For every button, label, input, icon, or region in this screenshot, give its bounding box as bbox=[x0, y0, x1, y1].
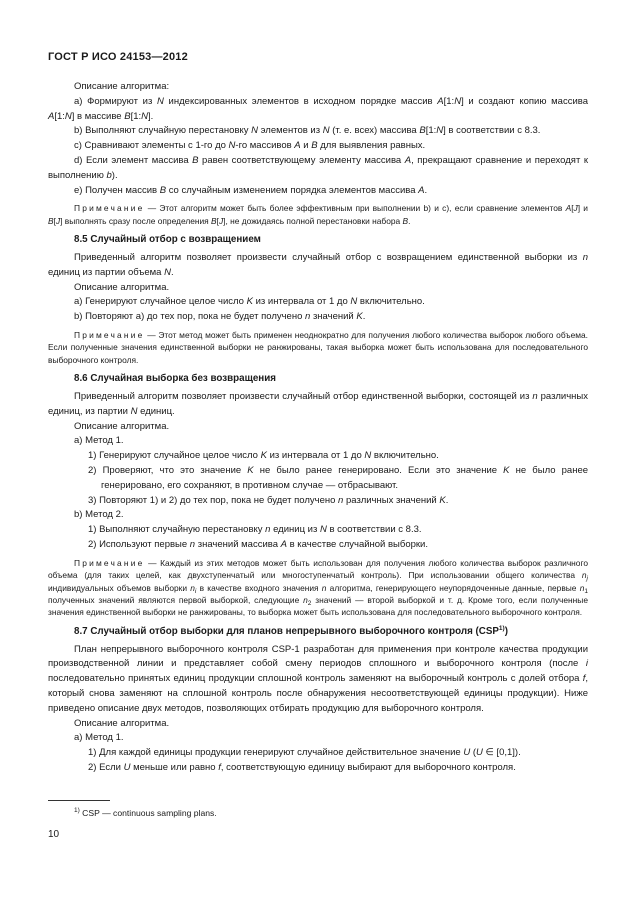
step-a: a) Формируют из N индексированных элементов в исходном порядке массив A[1:N] и создают копию массива A[1:N] в массиве B[1:N]. bbox=[48, 95, 588, 122]
algorithm-description-label: Описание алгоритма. bbox=[74, 281, 170, 293]
algorithm-description-label: Описание алгоритма. bbox=[74, 420, 170, 432]
footnote: $^{1)}$ CSP — continuous sampling plans. bbox=[74, 807, 217, 818]
section-8-6-title: 8.6 Случайная выборка без возвращения bbox=[74, 373, 276, 385]
step-e: e) Получен массив B со случайным изменением порядка элементов массива A. bbox=[74, 184, 428, 196]
method-2-label: b) Метод 2. bbox=[74, 509, 124, 521]
method-2-step-1: 1) Выполняют случайную перестановку n единиц из N в соответствии с 8.3. bbox=[88, 524, 422, 536]
section-8-5-intro: Приведенный алгоритм позволяет произвести случайный отбор с возвращением единственной выборки из n единиц из партии объема N. bbox=[48, 251, 588, 278]
step-b: b) Повторяют a) до тех пор, пока не будет получено n значений K. bbox=[74, 311, 366, 323]
method-2-step-2: 2) Используют первые n значений массива A в качестве случайной выборки. bbox=[88, 538, 428, 550]
page-number: 10 bbox=[48, 829, 60, 840]
section-8-5-title: 8.5 Случайный отбор с возвращением bbox=[74, 234, 261, 246]
note-8-5: Примечание — Этот метод может быть применен неоднократно для получения любого количества выборок любого объема. Если полученные значения единственной выборки не ранжированы, такая выборка может быть использована для последовательного выборочного контроля. bbox=[48, 329, 588, 365]
step-c: c) Сравнивают элементы с 1-го до N-го массивов A и B для выявления равных. bbox=[74, 140, 426, 152]
method-1-step-3: 3) Повторяют 1) и 2) до тех пор, пока не будет получено n различных значений K. bbox=[88, 494, 449, 506]
page-header: ГОСТ Р ИСО 24153—2012 bbox=[48, 51, 188, 63]
section-8-7-intro: План непрерывного выборочного контроля CSP-1 разработан для применения при контроле качества продукции производственной линии и представляет собой смену периодов сплошного и выборочного контроля (после i последовательно принятых единиц продукции сплошной контроль заменяют на выборочный контроль с долей отбора f, который снова заменяют на сплошной контроль после обнаружения несоответствующей единицы продукции). Ниже приведено описание двух методов, позволяющих отбирать продукцию для выборочного контроля. bbox=[48, 643, 588, 714]
algorithm-description-label: Описание алгоритма: bbox=[74, 81, 170, 92]
section-8-7-title: 8.7 Случайный отбор выборки для планов непрерывного выборочного контроля (CSP$^{1)}$) bbox=[74, 624, 508, 637]
method-1-label: a) Метод 1. bbox=[74, 732, 124, 744]
step-d: d) Если элемент массива B равен соответствующему элементу массива A, прекращают сравнение и переходят к выполнению b). bbox=[48, 154, 588, 181]
method-1-step-2: 2) Если U меньше или равно f, соответствующую единицу выбирают для выборочного контроля. bbox=[88, 761, 516, 773]
step-b: b) Выполняют случайную перестановку N элементов из N (т. е. всех) массива B[1:N] в соответствии с 8.3. bbox=[74, 125, 541, 137]
page-body bbox=[48, 80, 588, 776]
note-8-4: Примечание — Этот алгоритм может быть более эффективным при выполнении b) и c), если сравнение элементов A[J] и B[J] выполнять сразу после определения B[J], не дожидаясь полной перестановки набора B. bbox=[48, 203, 588, 226]
step-a: a) Генерируют случайное целое число K из интервала от 1 до N включительно. bbox=[74, 296, 425, 308]
note-8-6: Примечание — Каждый из этих методов может быть использован для получения любого количества выборок различного объема (для таких целей, как двухступенчатый или многоступенчатый контроль). При использовании общего количества $n_j$ индивидуальных объемов выборки $n_i$ в качестве входного значения n алгоритма, генерирующего неупорядоченные данные, первые $n_1$ полученных значений являются первой выборкой, следующие $n_2$ значений — второй выборкой и т. д. Кроме того, если полученные значения единственной выборки не ранжированы, то выборка может быть использована для последовательного выборочного контроля. bbox=[48, 557, 588, 618]
algorithm-description-label: Описание алгоритма. bbox=[74, 717, 170, 729]
method-1-step-1: 1) Для каждой единицы продукции генерируют случайное действительное значение U (U ∈ [0,1]). bbox=[88, 747, 521, 759]
method-1-label: a) Метод 1. bbox=[74, 435, 124, 447]
method-1-step-2: 2) Проверяют, что это значение K не было ранее генерировано. Если это значение K не было ранее генерировано, его сохраняют, в противном случае — отбрасывают. bbox=[88, 464, 589, 491]
method-1-step-1: 1) Генерируют случайное целое число K из интервала от 1 до N включительно. bbox=[88, 450, 439, 462]
section-8-6-intro: Приведенный алгоритм позволяет произвести случайный отбор единственной выборки, состоящей из n различных единиц, из партии N единиц. bbox=[48, 390, 588, 417]
footnote-divider bbox=[48, 800, 110, 801]
